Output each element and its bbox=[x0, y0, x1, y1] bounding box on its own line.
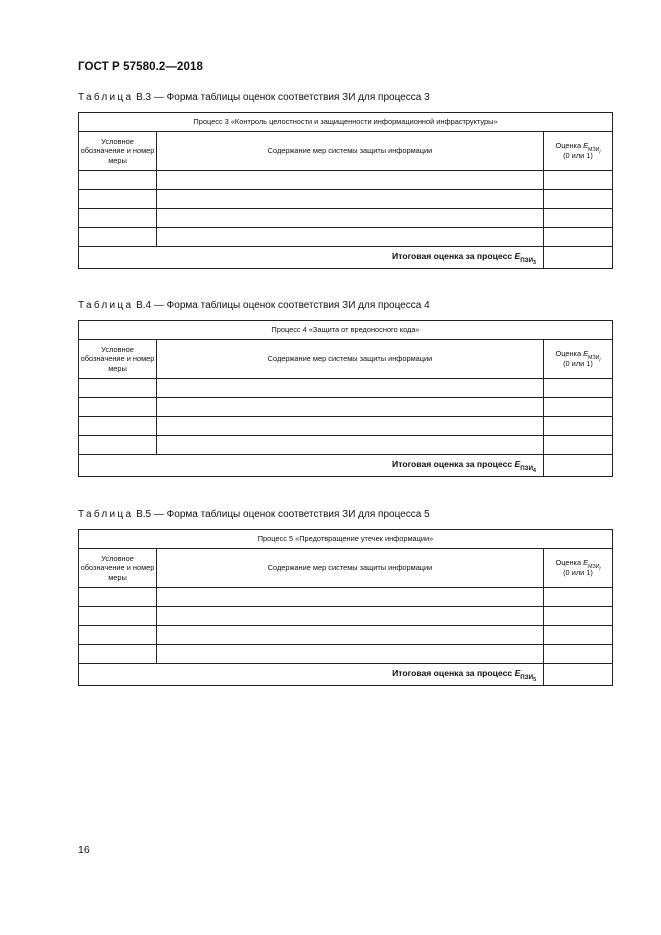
table-caption-b5 bbox=[78, 509, 430, 520]
table-row bbox=[79, 607, 613, 626]
assessment-table-b3 bbox=[78, 112, 613, 269]
total-score-cell bbox=[544, 664, 613, 686]
cell-content bbox=[157, 398, 544, 417]
cell-content bbox=[157, 171, 544, 190]
column-header-designation: Условное обозначение и номер меры bbox=[79, 340, 157, 379]
column-header-content: Содержание мер системы защиты информации bbox=[157, 340, 544, 379]
table-row bbox=[79, 588, 613, 607]
table-header-row bbox=[79, 132, 613, 171]
process-title: Процесс 5 «Предотвращение утечек информации» bbox=[79, 530, 613, 549]
total-score-label: Итоговая оценка за процесс $E_{ПЗИ_3}$ bbox=[79, 247, 544, 269]
cell-content bbox=[157, 228, 544, 247]
cell-designation bbox=[79, 398, 157, 417]
cell-score bbox=[543, 379, 612, 398]
cell-designation bbox=[79, 645, 157, 664]
document-header: ГОСТ Р 57580.2—2018 bbox=[78, 61, 203, 73]
cell-content bbox=[157, 626, 544, 645]
column-header-content: Содержание мер системы защиты информации bbox=[157, 549, 544, 588]
cell-score bbox=[543, 398, 612, 417]
table-row bbox=[79, 626, 613, 645]
table-row bbox=[79, 228, 613, 247]
table-row bbox=[79, 190, 613, 209]
cell-designation bbox=[79, 607, 157, 626]
cell-content bbox=[157, 379, 544, 398]
process-title: Процесс 4 «Защита от вредоносного кода» bbox=[79, 321, 613, 340]
cell-score bbox=[544, 607, 613, 626]
table-row bbox=[79, 171, 613, 190]
column-header-designation: Условное обозначение и номер меры bbox=[79, 549, 157, 588]
assessment-table-b4 bbox=[78, 320, 613, 477]
cell-score bbox=[543, 209, 612, 228]
cell-content bbox=[157, 645, 544, 664]
table-header-row bbox=[79, 340, 613, 379]
table-row bbox=[79, 417, 613, 436]
table-row bbox=[79, 398, 613, 417]
cell-score bbox=[543, 417, 612, 436]
total-score-label: Итоговая оценка за процесс $E_{ПЗИ_4}$ bbox=[79, 455, 544, 477]
cell-content bbox=[157, 209, 544, 228]
cell-score bbox=[543, 190, 612, 209]
column-header-score: Оценка $E_{МЗИ_j}$ (0 или 1) bbox=[544, 549, 613, 588]
page-number: 16 bbox=[78, 844, 90, 856]
cell-content bbox=[157, 190, 544, 209]
assessment-table-b5 bbox=[78, 529, 613, 686]
total-row bbox=[79, 247, 613, 269]
column-header-content: Содержание мер системы защиты информации bbox=[157, 132, 544, 171]
cell-content bbox=[157, 588, 544, 607]
cell-designation bbox=[79, 379, 157, 398]
cell-designation bbox=[79, 626, 157, 645]
table-row bbox=[79, 209, 613, 228]
total-score-label: Итоговая оценка за процесс $E_{ПЗИ_5}$ bbox=[79, 664, 544, 686]
column-header-score: Оценка $E_{МЗИ_j}$ (0 или 1) bbox=[543, 132, 612, 171]
caption-text: В.4 — Форма таблицы оценок соответствия ЗИ для процесса 4 bbox=[133, 300, 430, 311]
cell-designation bbox=[79, 417, 157, 436]
table-header-row bbox=[79, 549, 613, 588]
total-score-cell bbox=[543, 247, 612, 269]
cell-score bbox=[543, 171, 612, 190]
total-score-cell bbox=[543, 455, 612, 477]
table-row bbox=[79, 379, 613, 398]
cell-designation bbox=[79, 228, 157, 247]
column-header-score: Оценка $E_{МЗИ_j}$ (0 или 1) bbox=[543, 340, 612, 379]
cell-designation bbox=[79, 190, 157, 209]
table-caption-b4 bbox=[78, 300, 430, 311]
cell-content bbox=[157, 417, 544, 436]
caption-text: В.3 — Форма таблицы оценок соответствия ЗИ для процесса 3 bbox=[133, 92, 430, 103]
cell-designation bbox=[79, 436, 157, 455]
table-row bbox=[79, 645, 613, 664]
cell-score bbox=[543, 436, 612, 455]
total-row bbox=[79, 455, 613, 477]
table-caption-b3 bbox=[78, 92, 430, 103]
caption-label: Таблица bbox=[78, 92, 134, 103]
caption-text: В.5 — Форма таблицы оценок соответствия ЗИ для процесса 5 bbox=[133, 509, 430, 520]
table-row bbox=[79, 436, 613, 455]
cell-designation bbox=[79, 171, 157, 190]
cell-score bbox=[544, 626, 613, 645]
cell-score bbox=[543, 228, 612, 247]
cell-designation bbox=[79, 588, 157, 607]
column-header-designation: Условное обозначение и номер меры bbox=[79, 132, 157, 171]
cell-score bbox=[544, 645, 613, 664]
total-row bbox=[79, 664, 613, 686]
cell-content bbox=[157, 436, 544, 455]
process-title: Процесс 3 «Контроль целостности и защищенности информационной инфраструктуры» bbox=[79, 113, 613, 132]
caption-label: Таблица bbox=[78, 509, 134, 520]
cell-score bbox=[544, 588, 613, 607]
cell-designation bbox=[79, 209, 157, 228]
cell-content bbox=[157, 607, 544, 626]
caption-label: Таблица bbox=[78, 300, 134, 311]
